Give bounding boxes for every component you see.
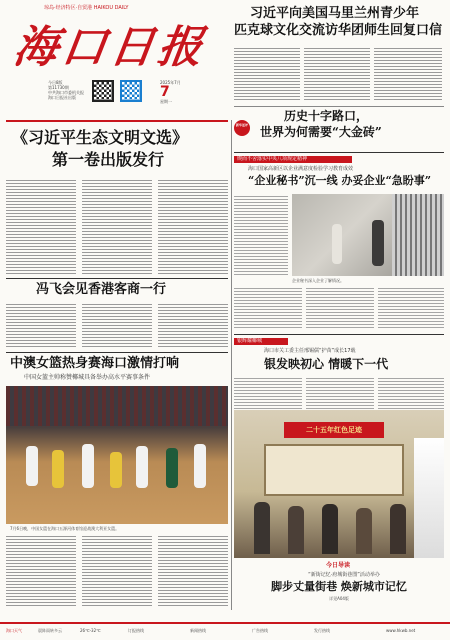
newspaper-logo: 海口日报 (10, 22, 210, 73)
lead-body-1 (234, 46, 300, 102)
veterans-body-1 (234, 376, 302, 410)
lead-headline-1: 习近平向美国马里兰州青少年 (250, 6, 420, 21)
footer-news-hotline: 新闻热线 (190, 628, 206, 633)
date-box: 2025年7月 7 星期一 (160, 80, 181, 104)
enterprise-headline: “企业秘书”沉一线 办妥企业“急盼事” (248, 174, 432, 187)
veterans-kicker: 银辉耀椰城 (234, 338, 288, 345)
basketball-body-3 (158, 534, 228, 606)
enterprise-body-left (234, 194, 288, 276)
basketball-section[interactable] (6, 354, 228, 608)
divider (6, 352, 228, 353)
footer-ad-hotline: 广告热线 (252, 628, 268, 633)
footer-weather-label: 海口天气 (6, 628, 22, 633)
basketball-body-1 (6, 534, 76, 606)
enterprise-caption: 企业秘书深入企业了解情况。 (292, 278, 344, 283)
enterprise-photo (292, 194, 444, 276)
feng-body-2 (82, 302, 152, 348)
veterans-section[interactable] (234, 336, 444, 410)
enterprise-section[interactable] (234, 154, 444, 332)
footer-temp: 26℃-32℃ (80, 628, 101, 633)
veterans-headline: 银发映初心 情暖下一代 (264, 357, 389, 371)
feng-headline: 冯飞会见香港客商一行 (36, 282, 167, 297)
lead-body-3 (374, 46, 442, 102)
history-headline-1: 历史十字路口， (284, 109, 369, 123)
masthead-slogan: 琼岛·经济特区·自贸港 HAIKOU DAILY (44, 5, 129, 11)
feng-body-1 (6, 302, 76, 348)
column-divider (231, 120, 232, 610)
preview-label: 今日导读 (325, 562, 350, 569)
footer-weather: 晨阵雨转多云 (38, 628, 62, 633)
xi-book-headline-2: 第一卷出版发行 (52, 150, 165, 169)
lead-story[interactable] (232, 4, 444, 104)
enterprise-body-3 (378, 286, 444, 330)
footer-distribution: 发行热线 (314, 628, 330, 633)
preview-page-ref: 详见A04版 (329, 596, 349, 601)
basketball-subhead: 中国女篮主帅称赞椰城具备举办高水平赛事条件 (24, 374, 151, 381)
xi-book-body-3 (158, 178, 228, 274)
enterprise-body-1 (234, 286, 302, 330)
exhibit-photo (234, 410, 444, 558)
enterprise-lede: 海口国家高新区以企业满意度检验学习教育成效 (248, 166, 354, 172)
preview-headline: 脚步丈量街巷 焕新城市记忆 (271, 580, 407, 593)
basketball-photo (6, 386, 228, 524)
lead-headline-2: 匹克球文化交流访华团师生回复口信 (234, 23, 443, 38)
veterans-body-2 (306, 376, 374, 410)
xi-book-body-1 (6, 178, 76, 274)
divider (6, 120, 228, 122)
qr-code-2[interactable] (120, 80, 142, 102)
xi-book-headline-1: 《习近平生态文明文选》 (12, 128, 189, 147)
history-headline-2: 世界为何需要“大金砖” (260, 125, 382, 139)
divider (234, 334, 444, 335)
divider (234, 106, 444, 107)
footer-website[interactable]: www.hkwb.net (386, 628, 416, 633)
feng-section[interactable] (6, 280, 228, 350)
preview-section[interactable] (234, 560, 444, 620)
issue-info: 今日8版 第11730期 中共海口市委机关报 海口日报社出版 (48, 80, 84, 100)
veterans-body-3 (378, 376, 444, 410)
basketball-body-2 (82, 534, 152, 606)
xinhua-badge: 新华述评 (234, 120, 250, 136)
xi-book-section[interactable] (6, 126, 228, 276)
divider (234, 152, 444, 153)
masthead (0, 0, 232, 118)
history-section[interactable] (234, 108, 444, 152)
enterprise-kicker: 锲而不舍落实中央八项规定精神 (234, 156, 352, 163)
footer-bar (0, 622, 450, 640)
footer-subscription: 订报热线 (128, 628, 144, 633)
basketball-caption: 7月6日晚，中国女篮在海口五源河体育馆迎战澳大利亚女篮。 (10, 526, 120, 531)
enterprise-body-2 (306, 286, 374, 330)
basketball-headline: 中澳女篮热身赛海口激情打响 (10, 356, 180, 371)
divider (6, 278, 228, 279)
lead-body-2 (304, 46, 370, 102)
qr-code-1[interactable] (92, 80, 114, 102)
exhibit-sign: 二十五年红色足迹 (284, 422, 384, 438)
xi-book-body-2 (82, 178, 152, 274)
feng-body-3 (158, 302, 228, 348)
veterans-lede: 海口市关工委主任邢锡儒“护苗”成长17载 (264, 348, 356, 354)
preview-teaser: “新街记忆·府城街巷图”活动举办 (308, 572, 380, 578)
